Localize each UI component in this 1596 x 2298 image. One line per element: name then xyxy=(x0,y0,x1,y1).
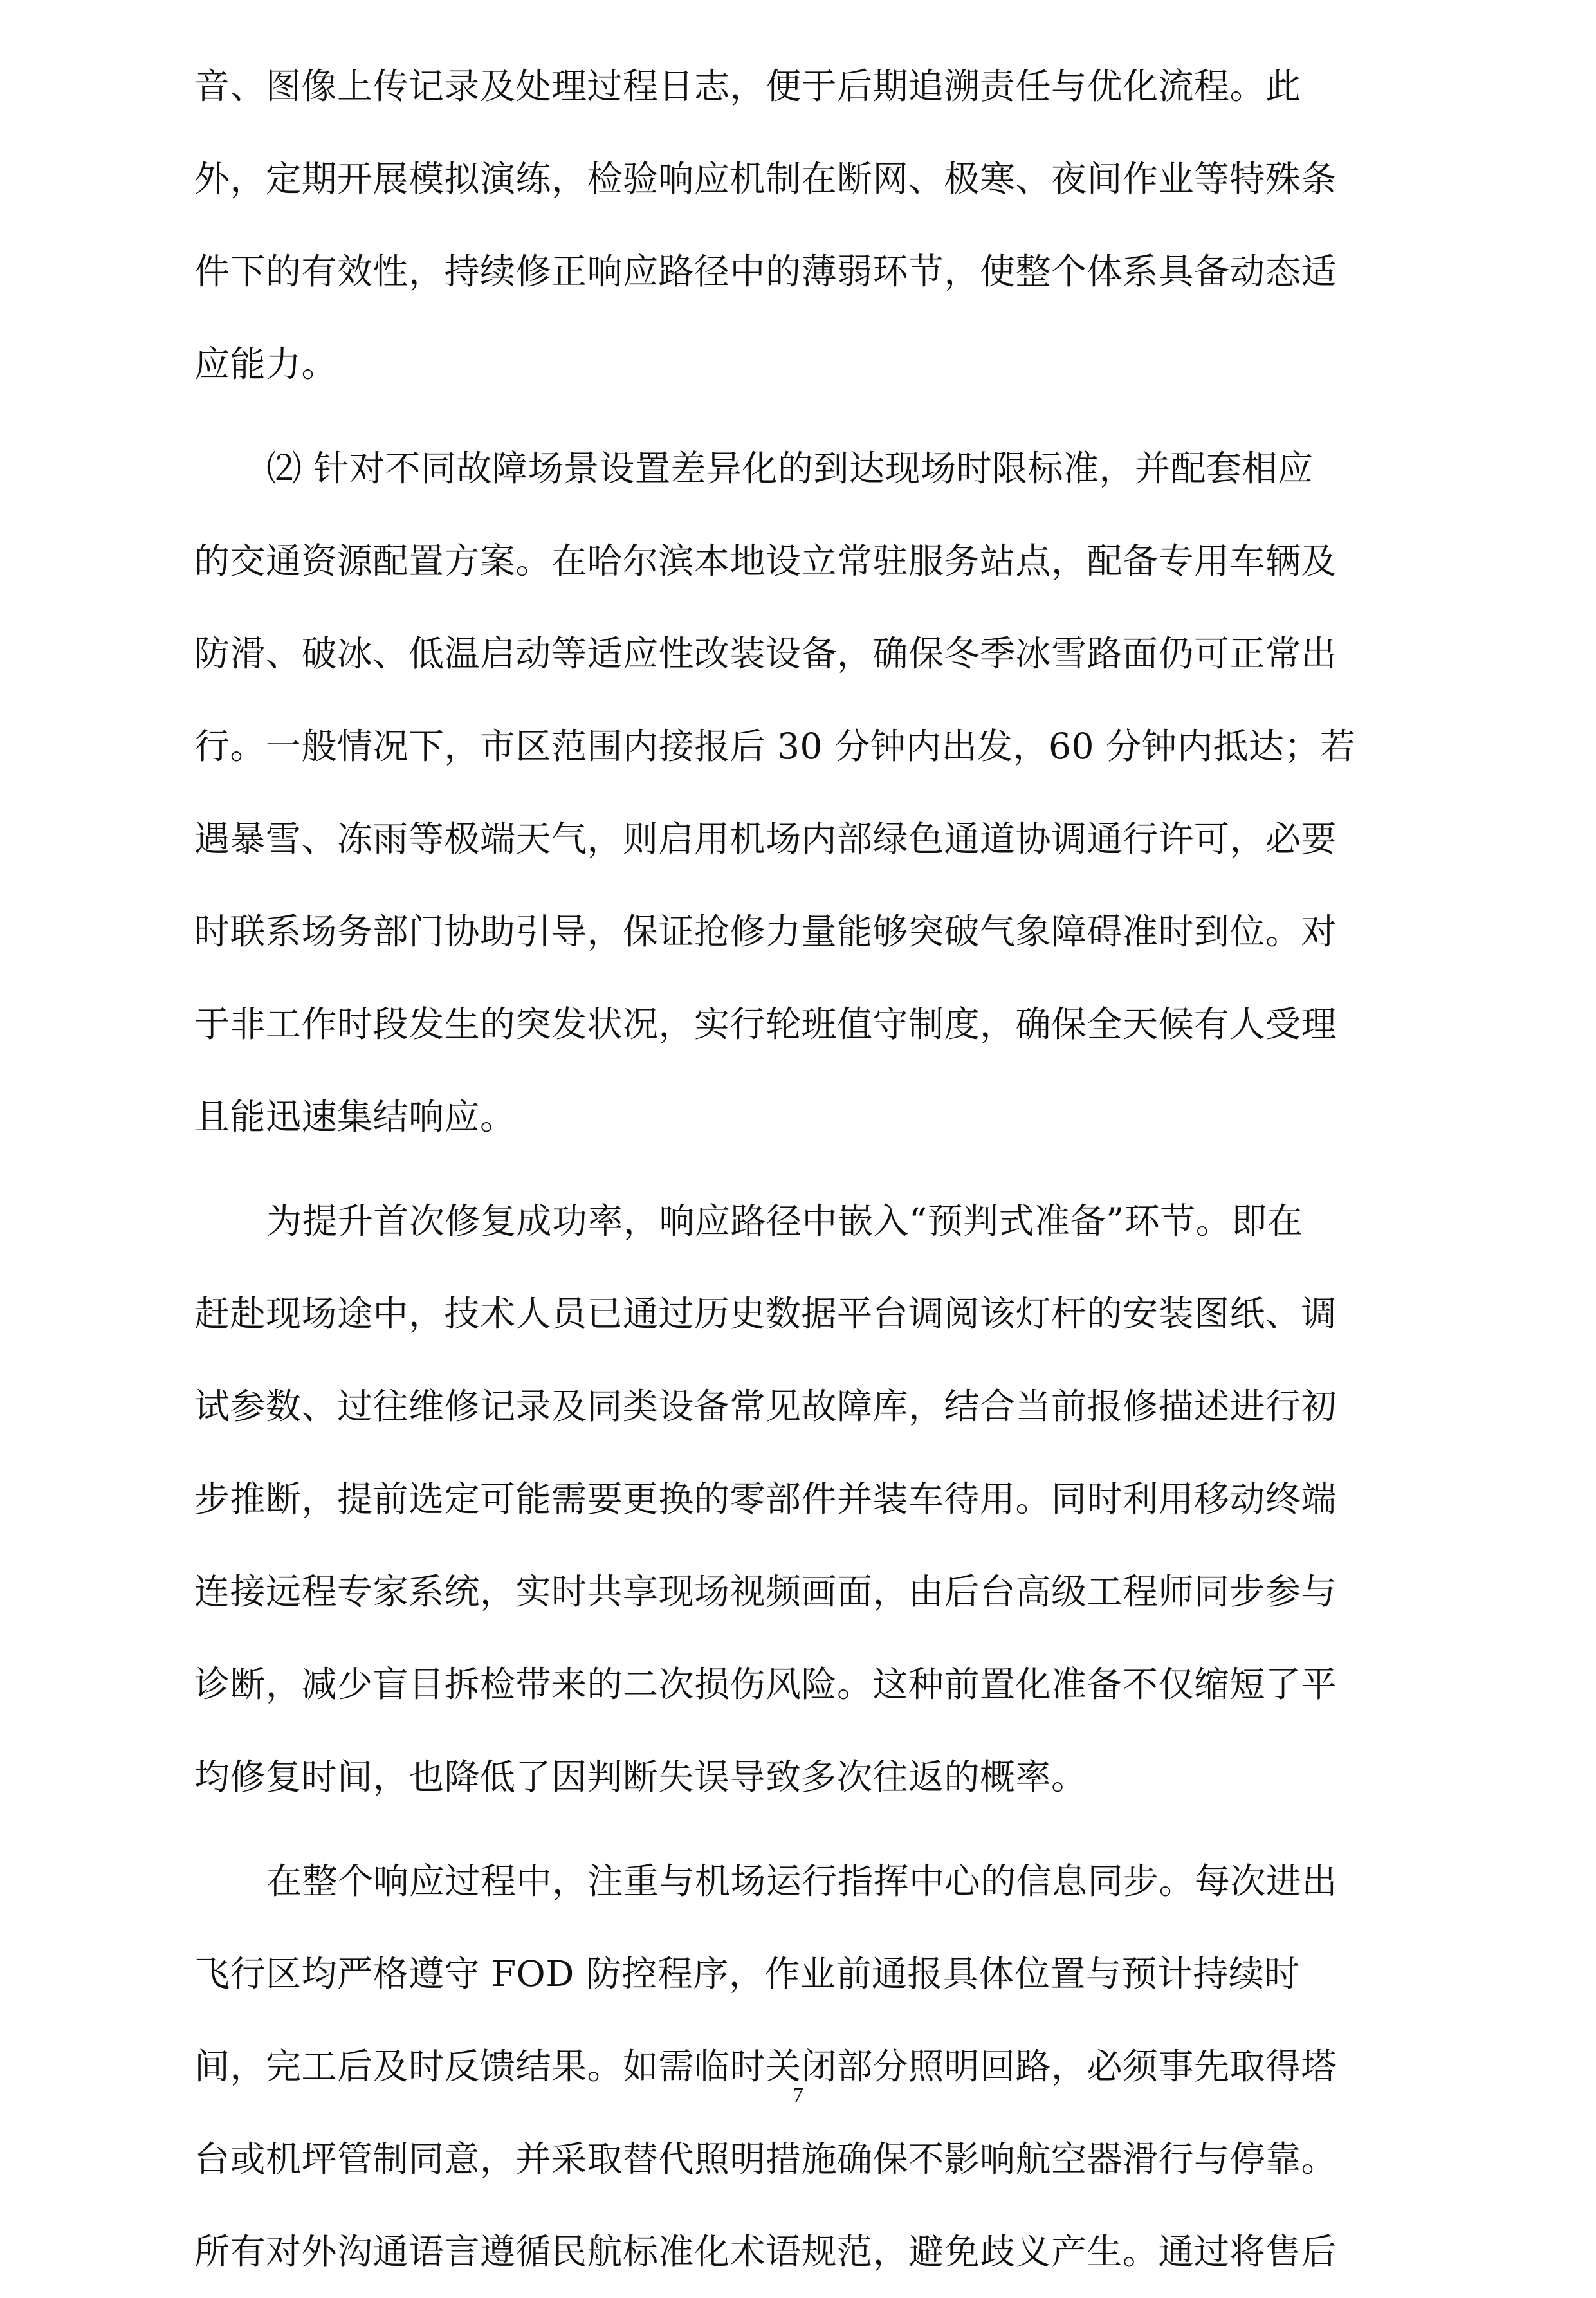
paragraph-3-line-7: 均修复时间，也降低了因判断失误导致多次往返的概率。 xyxy=(194,1756,1087,1797)
paragraph-gap xyxy=(194,1823,1404,1835)
paragraph-2-line-8: 且能迅速集结响应。 xyxy=(194,1096,516,1137)
paragraph-2-line-7: 于非工作时段发生的突发状况，实行轮班值守制度，确保全天候有人受理 xyxy=(194,1004,1337,1045)
paragraph-4-line-4: 台或机坪管制同意，并采取替代照明措施确保不影响航空器滑行与停靠。 xyxy=(194,2138,1337,2180)
paragraph-2-line-6: 时联系场务部门协助引导，保证抢修力量能够突破气象障碍准时到位。对 xyxy=(194,911,1337,952)
paragraph-4-line-1: 在整个响应过程中，注重与机场运行指挥中心的信息同步。每次进出 xyxy=(266,1861,1338,1902)
paragraph-2-line-2: 的交通资源配置方案。在哈尔滨本地设立常驻服务站点，配备专用车辆及 xyxy=(194,540,1337,582)
paragraph-3-line-5: 连接远程专家系统，实时共享现场视频画面，由后台高级工程师同步参与 xyxy=(194,1571,1337,1612)
paragraph-4-line-2: 飞行区均严格遵守 FOD 防控程序，作业前通报具体位置与预计持续时 xyxy=(194,1953,1300,1994)
paragraph-gap xyxy=(194,1163,1404,1175)
page-number: 7 xyxy=(793,2084,803,2108)
paragraph-3-line-3: 试参数、过往维修记录及同类设备常见故障库，结合当前报修描述进行初 xyxy=(194,1386,1337,1427)
paragraph-4-line-3: 间，完工后及时反馈结果。如需临时关闭部分照明回路，必须事先取得塔 xyxy=(194,2046,1337,2087)
paragraph-3-line-1: 为提升首次修复成功率，响应路径中嵌入“预判式准备”环节。即在 xyxy=(266,1200,1303,1242)
paragraph-3-line-6: 诊断，减少盲目拆检带来的二次损伤风险。这种前置化准备不仅缩短了平 xyxy=(194,1664,1337,1705)
paragraph-4-line-5: 所有对外沟通语言遵循民航标准化术语规范，避免歧义产生。通过将售后 xyxy=(194,2231,1337,2272)
paragraph-2-line-3: 防滑、破冰、低温启动等适应性改装设备，确保冬季冰雪路面仍可正常出 xyxy=(194,633,1337,674)
paragraph-2-line-4: 行。一般情况下，市区范围内接报后 30 分钟内出发，60 分钟内抵达；若 xyxy=(194,726,1356,767)
paragraph-3-line-4: 步推断，提前选定可能需要更换的零部件并装车待用。同时利用移动终端 xyxy=(194,1478,1337,1520)
paragraph-2-line-5: 遇暴雪、冻雨等极端天气，则启用机场内部绿色通道协调通行许可，必要 xyxy=(194,818,1337,859)
paragraph-1-line-4: 应能力。 xyxy=(194,344,338,385)
paragraph-2-line-1: ⑵ 针对不同故障场景设置差异化的到达现场时限标准，并配套相应 xyxy=(266,448,1314,489)
paragraph-gap xyxy=(194,410,1404,422)
paragraph-3-line-2: 赶赴现场途中，技术人员已通过历史数据平台调阅该灯杆的安装图纸、调 xyxy=(194,1293,1337,1334)
paragraph-1-line-3: 件下的有效性，持续修正响应路径中的薄弱环节，使整个体系具备动态适 xyxy=(194,251,1337,292)
paragraph-1-line-1: 音、图像上传记录及处理过程日志，便于后期追溯责任与优化流程。此 xyxy=(194,66,1301,107)
body-text xyxy=(194,40,1404,2298)
paragraph-1-line-2: 外，定期开展模拟演练，检验响应机制在断网、极寒、夜间作业等特殊条 xyxy=(194,158,1337,199)
